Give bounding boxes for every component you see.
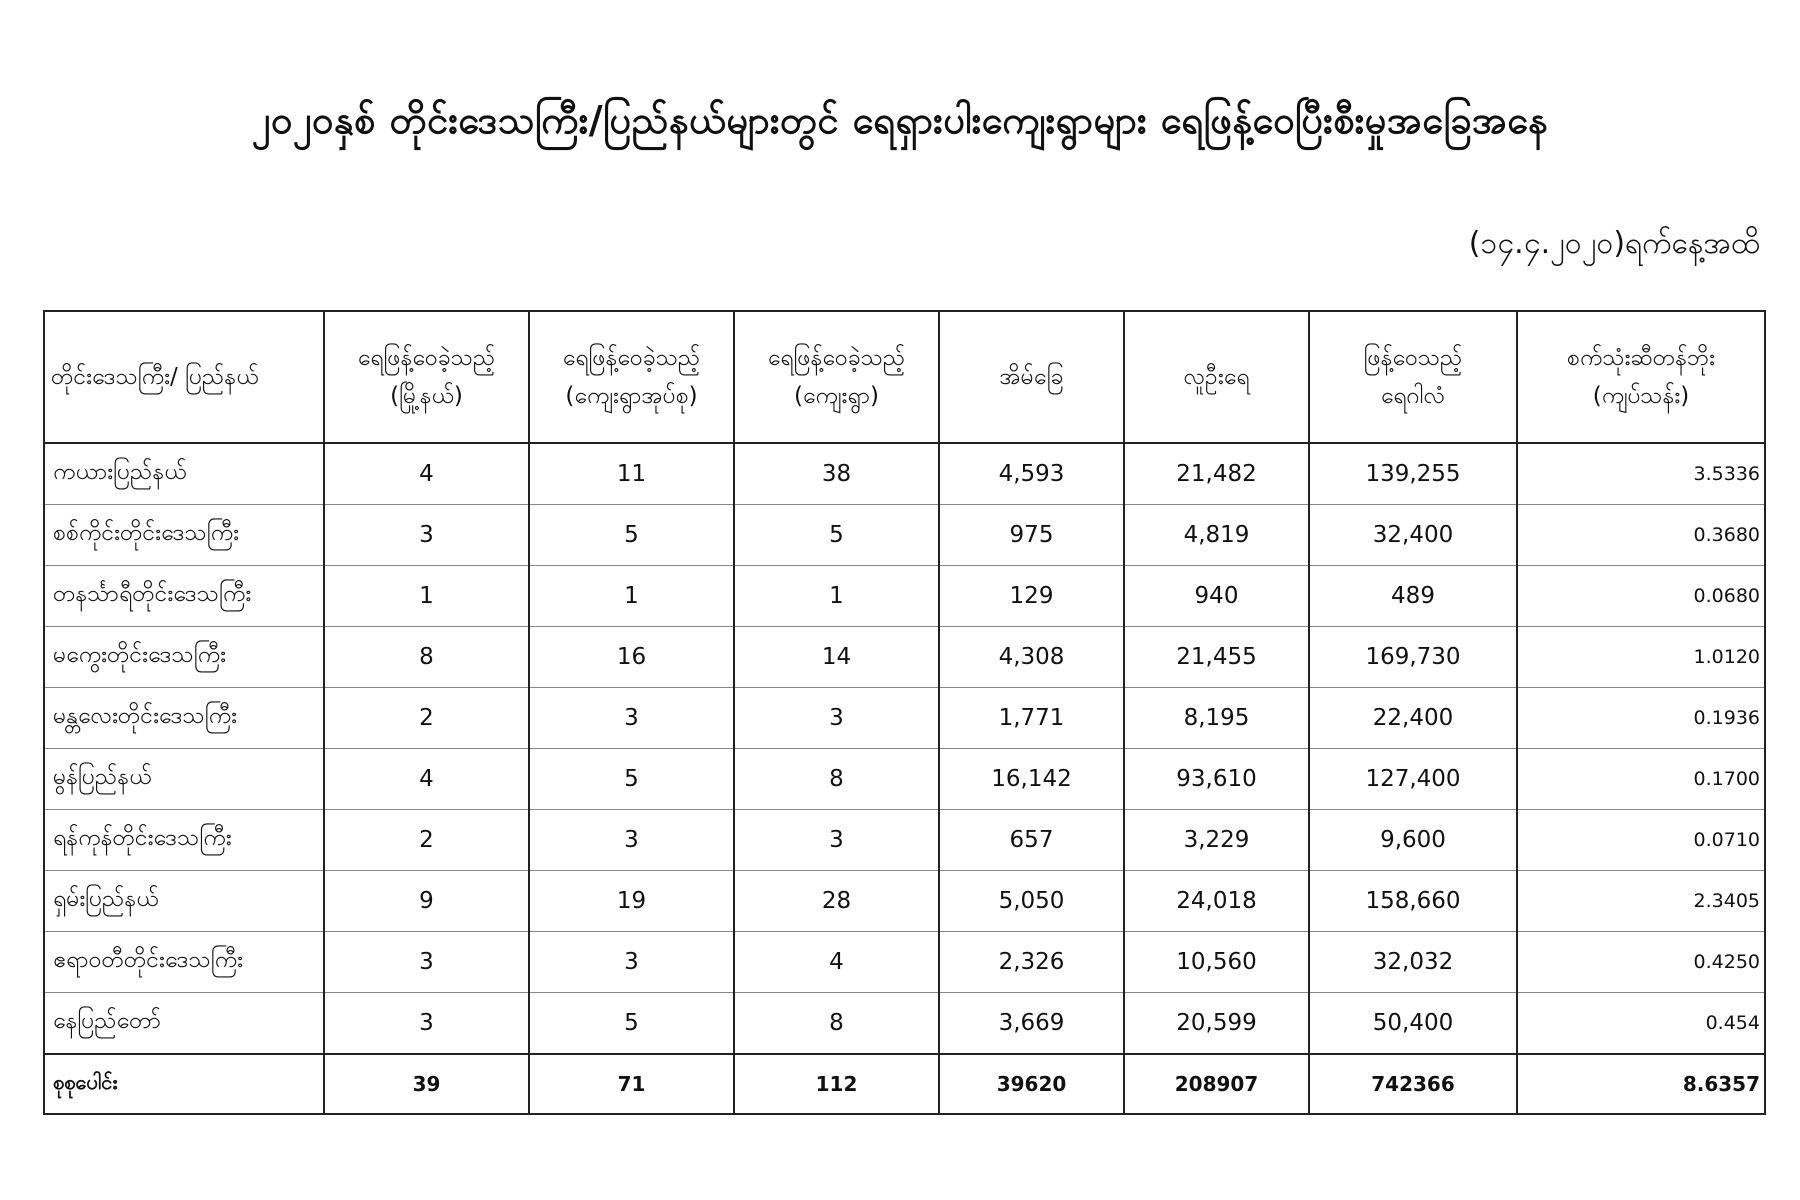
townships-cell: 1 (324, 566, 529, 627)
region-name-cell: မွန်ပြည်နယ် (44, 749, 324, 810)
header-region-line: တိုင်းဒေသကြီး/ ပြည်နယ် (51, 364, 259, 390)
header-townships (324, 311, 529, 443)
fuel-cost-cell: 1.0120 (1517, 627, 1765, 688)
table-row (44, 993, 1765, 1055)
header-households-line: အိမ်ခြေ (999, 364, 1064, 390)
region-name-cell: နေပြည်တော် (44, 993, 324, 1055)
gallons-cell: 169,730 (1309, 627, 1517, 688)
gallons-cell: 9,600 (1309, 810, 1517, 871)
table-row (44, 810, 1765, 871)
total-label-cell: စုစုပေါင်း (44, 1054, 324, 1114)
townships-cell: 9 (324, 871, 529, 932)
townships-cell: 3 (324, 932, 529, 993)
header-gallons-line-1: ဖြန့်ဝေသည့် (1363, 345, 1463, 371)
households-cell: 3,669 (939, 993, 1124, 1055)
gallons-cell: 139,255 (1309, 443, 1517, 505)
table-row (44, 932, 1765, 993)
fuel-cost-cell: 0.4250 (1517, 932, 1765, 993)
fuel-cost-cell: 0.3680 (1517, 505, 1765, 566)
households-cell: 4,593 (939, 443, 1124, 505)
table-header-row (44, 311, 1765, 443)
region-name-cell: ကယားပြည်နယ် (44, 443, 324, 505)
region-name-cell: စစ်ကိုင်းတိုင်းဒေသကြီး (44, 505, 324, 566)
village-tracts-cell: 19 (529, 871, 734, 932)
population-cell: 21,455 (1124, 627, 1309, 688)
villages-cell: 8 (734, 749, 939, 810)
table-row (44, 871, 1765, 932)
total-fuel-cost-cell: 8.6357 (1517, 1054, 1765, 1114)
table-row (44, 627, 1765, 688)
villages-cell: 5 (734, 505, 939, 566)
region-name-cell: ရန်ကုန်တိုင်းဒေသကြီး (44, 810, 324, 871)
villages-cell: 3 (734, 810, 939, 871)
gallons-cell: 50,400 (1309, 993, 1517, 1055)
village-tracts-cell: 3 (529, 932, 734, 993)
villages-cell: 14 (734, 627, 939, 688)
header-population (1124, 311, 1309, 443)
header-villages-line-1: ရေဖြန့်ဝေခဲ့သည့် (767, 345, 906, 371)
townships-cell: 2 (324, 810, 529, 871)
header-villages (734, 311, 939, 443)
gallons-cell: 32,400 (1309, 505, 1517, 566)
header-village-tracts (529, 311, 734, 443)
table-row (44, 566, 1765, 627)
villages-cell: 4 (734, 932, 939, 993)
households-cell: 5,050 (939, 871, 1124, 932)
header-fuel-cost-line-2: (ကျပ်သန်း) (1592, 383, 1690, 409)
village-tracts-cell: 1 (529, 566, 734, 627)
gallons-cell: 22,400 (1309, 688, 1517, 749)
header-townships-line-1: ရေဖြန့်ဝေခဲ့သည့် (357, 345, 496, 371)
total-village-tracts-cell: 71 (529, 1054, 734, 1114)
date-note: (၁၄.၄.၂၀၂၀)ရက်နေ့အထိ (1468, 226, 1760, 261)
village-tracts-cell: 5 (529, 993, 734, 1055)
townships-cell: 4 (324, 443, 529, 505)
households-cell: 2,326 (939, 932, 1124, 993)
header-village-tracts-line-1: ရေဖြန့်ဝေခဲ့သည့် (562, 345, 701, 371)
document-title: ၂၀၂၀နှစ် တိုင်းဒေသကြီး/ပြည်နယ်များတွင် ရေရှားပါးကျေးရွာများ ရေဖြန့်ဝေပြီးစီးမှုအခြေအနေ (251, 98, 1549, 142)
fuel-cost-cell: 3.5336 (1517, 443, 1765, 505)
region-name-cell: မန္တလေးတိုင်းဒေသကြီး (44, 688, 324, 749)
total-households-cell: 39620 (939, 1054, 1124, 1114)
gallons-cell: 158,660 (1309, 871, 1517, 932)
households-cell: 129 (939, 566, 1124, 627)
villages-cell: 8 (734, 993, 939, 1055)
header-townships-line-2: (မြို့နယ်) (390, 383, 463, 409)
households-cell: 4,308 (939, 627, 1124, 688)
header-fuel-cost-line-1: စက်သုံးဆီတန်ဘိုး (1566, 345, 1716, 371)
population-cell: 10,560 (1124, 932, 1309, 993)
village-tracts-cell: 5 (529, 749, 734, 810)
village-tracts-cell: 3 (529, 688, 734, 749)
village-tracts-cell: 3 (529, 810, 734, 871)
header-gallons-line-2: ရေဂါလံ (1380, 383, 1446, 409)
header-villages-line-2: (ကျေးရွာ) (793, 383, 880, 409)
region-name-cell: တနင်္သာရီတိုင်းဒေသကြီး (44, 566, 324, 627)
population-cell: 940 (1124, 566, 1309, 627)
region-name-cell: ဧရာဝတီတိုင်းဒေသကြီး (44, 932, 324, 993)
header-village-tracts-line-2: (ကျေးရွာအုပ်စု) (565, 383, 698, 409)
total-townships-cell: 39 (324, 1054, 529, 1114)
village-tracts-cell: 16 (529, 627, 734, 688)
fuel-cost-cell: 0.454 (1517, 993, 1765, 1055)
fuel-cost-cell: 0.1936 (1517, 688, 1765, 749)
villages-cell: 1 (734, 566, 939, 627)
population-cell: 24,018 (1124, 871, 1309, 932)
region-name-cell: မကွေးတိုင်းဒေသကြီး (44, 627, 324, 688)
region-name-cell: ရှမ်းပြည်နယ် (44, 871, 324, 932)
households-cell: 16,142 (939, 749, 1124, 810)
header-population-line: လူဦးရေ (1183, 364, 1250, 390)
total-villages-cell: 112 (734, 1054, 939, 1114)
population-cell: 3,229 (1124, 810, 1309, 871)
households-cell: 975 (939, 505, 1124, 566)
village-tracts-cell: 5 (529, 505, 734, 566)
table-row (44, 505, 1765, 566)
header-households (939, 311, 1124, 443)
fuel-cost-cell: 0.0710 (1517, 810, 1765, 871)
households-cell: 657 (939, 810, 1124, 871)
townships-cell: 3 (324, 505, 529, 566)
population-cell: 4,819 (1124, 505, 1309, 566)
gallons-cell: 489 (1309, 566, 1517, 627)
villages-cell: 3 (734, 688, 939, 749)
households-cell: 1,771 (939, 688, 1124, 749)
gallons-cell: 32,032 (1309, 932, 1517, 993)
header-fuel-cost (1517, 311, 1765, 443)
fuel-cost-cell: 2.3405 (1517, 871, 1765, 932)
fuel-cost-cell: 0.1700 (1517, 749, 1765, 810)
townships-cell: 4 (324, 749, 529, 810)
village-tracts-cell: 11 (529, 443, 734, 505)
townships-cell: 2 (324, 688, 529, 749)
table-total-row (44, 1054, 1765, 1114)
table-row (44, 749, 1765, 810)
townships-cell: 3 (324, 993, 529, 1055)
total-gallons-cell: 742366 (1309, 1054, 1517, 1114)
villages-cell: 38 (734, 443, 939, 505)
population-cell: 8,195 (1124, 688, 1309, 749)
population-cell: 21,482 (1124, 443, 1309, 505)
table-row (44, 688, 1765, 749)
table-row (44, 443, 1765, 505)
gallons-cell: 127,400 (1309, 749, 1517, 810)
villages-cell: 28 (734, 871, 939, 932)
total-population-cell: 208907 (1124, 1054, 1309, 1114)
header-gallons (1309, 311, 1517, 443)
header-region (44, 311, 324, 443)
townships-cell: 8 (324, 627, 529, 688)
population-cell: 93,610 (1124, 749, 1309, 810)
water-distribution-table (43, 310, 1766, 1115)
fuel-cost-cell: 0.0680 (1517, 566, 1765, 627)
population-cell: 20,599 (1124, 993, 1309, 1055)
